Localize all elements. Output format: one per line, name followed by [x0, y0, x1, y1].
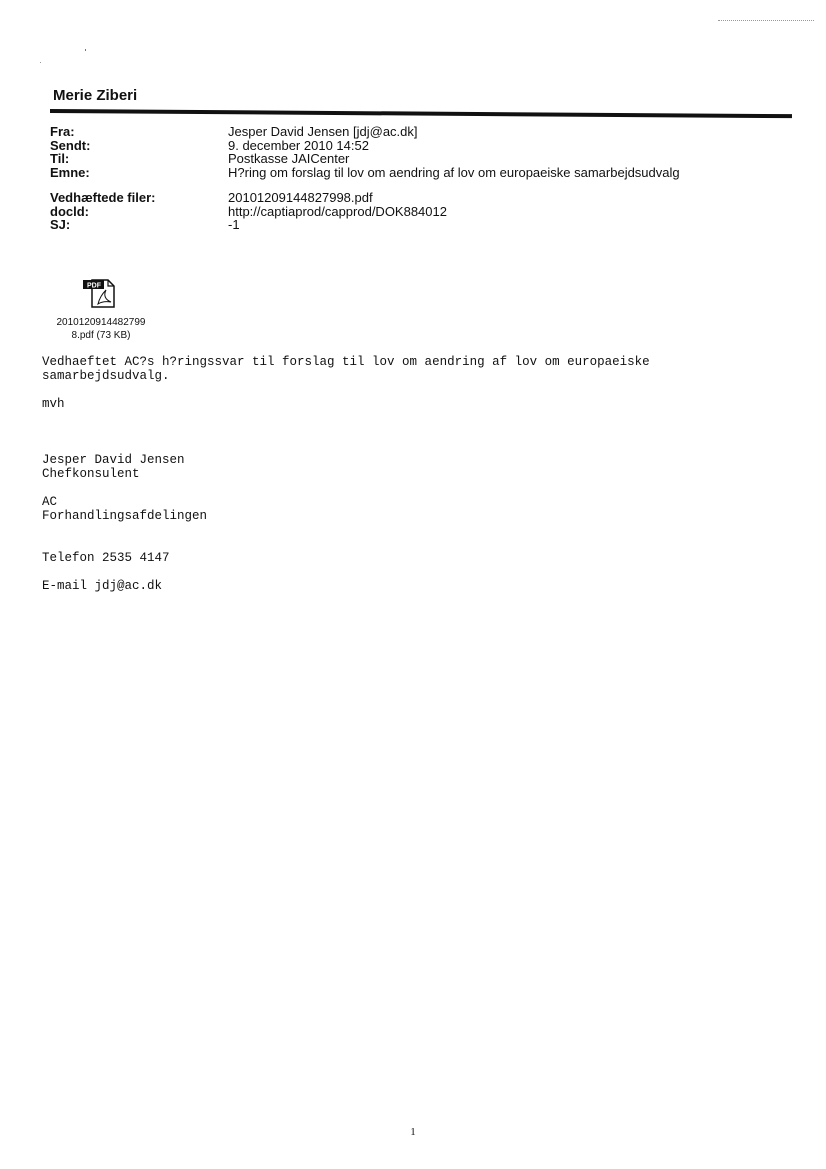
attachment-filename[interactable] — [46, 316, 156, 342]
from-value: Jesper David Jensen [jdj@ac.dk] — [228, 124, 418, 139]
field-row-sj — [50, 218, 770, 232]
docid-label: docld: — [50, 203, 89, 219]
sent-value: 9. december 2010 14:52 — [228, 137, 369, 153]
field-row-attachments — [50, 191, 770, 205]
header-rule — [50, 109, 792, 118]
field-row-docid — [50, 205, 770, 219]
sj-label: SJ: — [50, 217, 71, 232]
to-value: Postkasse JAICenter — [228, 151, 350, 166]
mailbox-owner-name: Merie Ziberi — [53, 87, 138, 104]
attachments-label: Vedhæftede filer: — [50, 190, 156, 205]
field-row-sent — [50, 139, 770, 153]
field-row-subject — [50, 166, 770, 180]
attachment-filename-line1: 2010120914482799 — [56, 317, 146, 328]
subject-label: Emne: — [50, 164, 90, 180]
email-body: Vedhaeftet AC?s h?ringssvar til forslag til lov om aendring af lov om europaeiske samarbejdsudvalg. mvh Jesper David Jensen Chefkonsulent AC Forhandlingsafdelingen Telefon 2535 4147 E-mail jdj@ac.dk — [42, 355, 650, 593]
scan-artifact-line — [718, 20, 814, 21]
attachments-value: 20101209144827998.pdf — [228, 190, 373, 205]
attachment-filename-line2: 8.pdf (73 KB) — [71, 330, 131, 341]
pdf-badge-text: PDF — [87, 282, 101, 290]
scan-speck — [85, 49, 86, 51]
field-row-from — [50, 125, 770, 139]
field-row-to — [50, 152, 770, 166]
subject-value: H?ring om forslag til lov om aendring af lov om europaeiske samarbejdsudvalg — [228, 164, 680, 180]
sent-label: Sendt: — [50, 137, 91, 153]
docid-value: http://captiaprod/capprod/DOK884012 — [228, 203, 447, 219]
sj-value: -1 — [228, 217, 240, 232]
scan-speck — [40, 62, 41, 63]
page-number: 1 — [410, 1126, 416, 1138]
from-label: Fra: — [50, 124, 75, 139]
to-label: Til: — [50, 151, 70, 166]
pdf-file-icon[interactable] — [80, 278, 116, 308]
email-header-block — [50, 125, 770, 232]
